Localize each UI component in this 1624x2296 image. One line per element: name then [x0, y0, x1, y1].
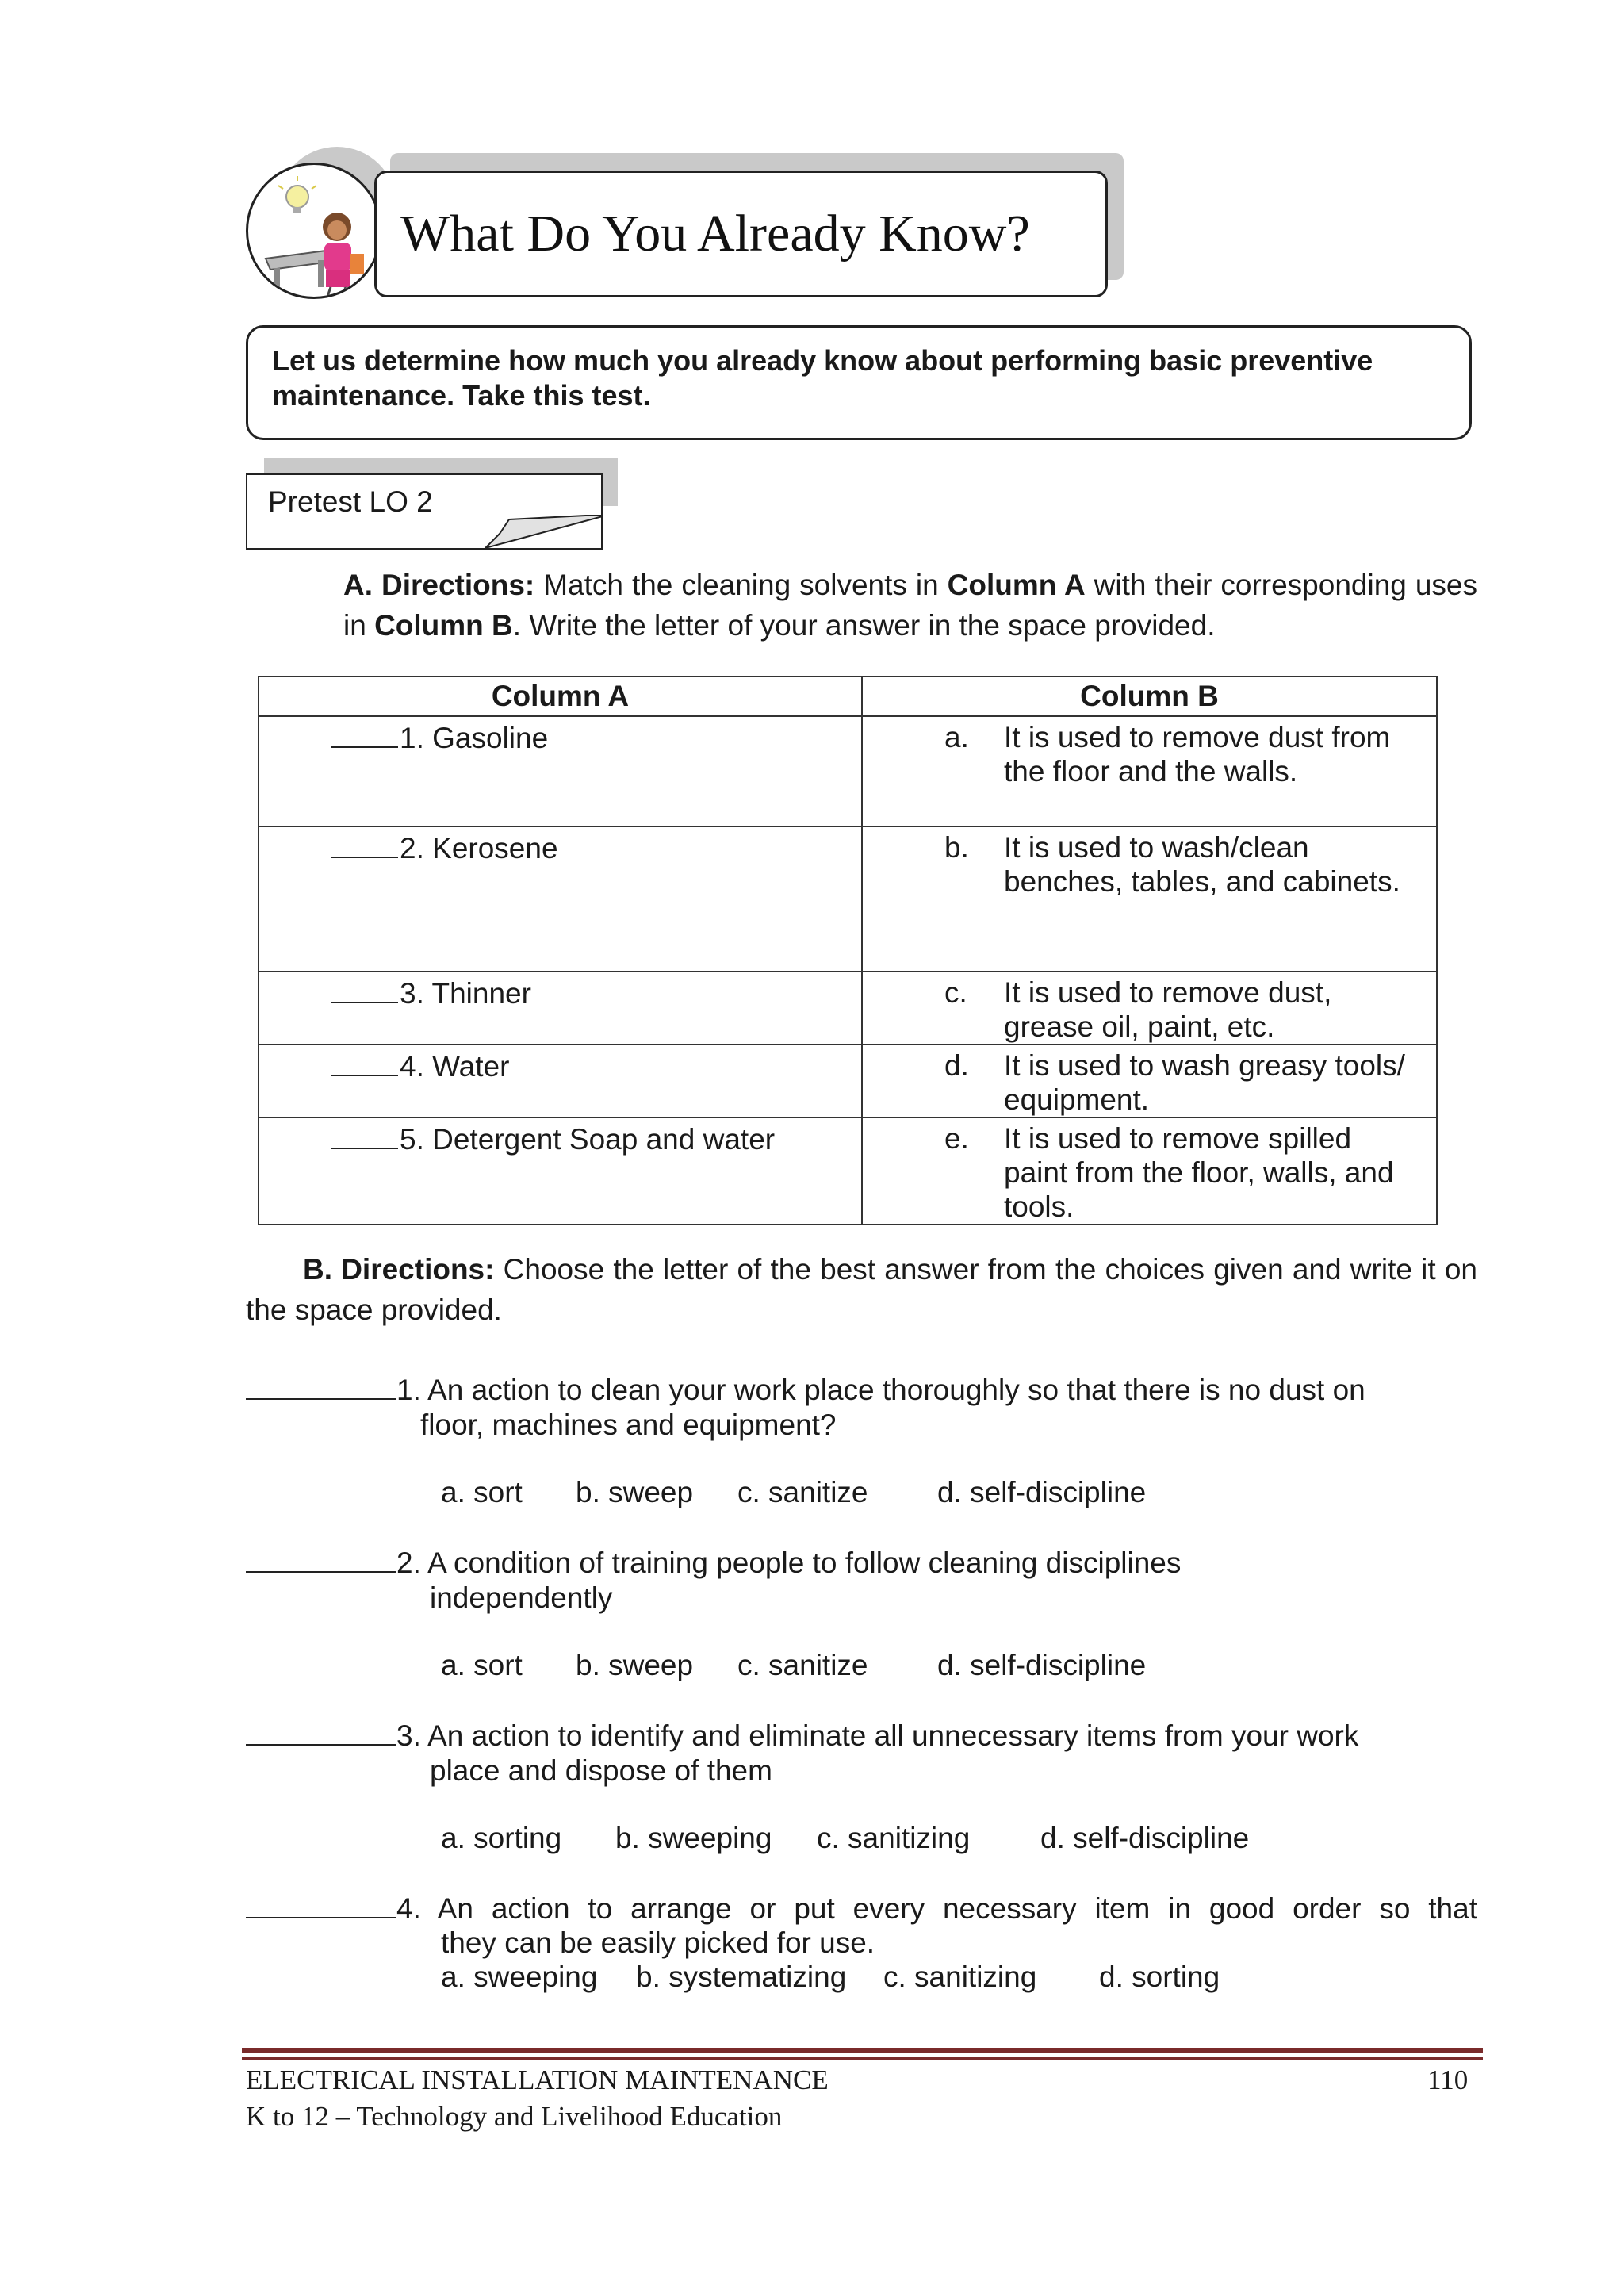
answer-blank[interactable]: [246, 1891, 396, 1918]
column-b-item: It is used to remove dust from the floor and the walls.: [1004, 721, 1391, 788]
column-a-item: 4. Water: [400, 1050, 510, 1083]
answer-blank[interactable]: [331, 1048, 398, 1076]
choice: d. self-discipline: [937, 1476, 1147, 1508]
column-a-cell: [259, 1045, 862, 1117]
question-text-cont: floor, machines and equipment?: [420, 1409, 837, 1441]
choice: c. sanitize: [737, 1476, 868, 1508]
column-b-cell: [862, 826, 1437, 972]
answer-blank[interactable]: [331, 830, 398, 858]
column-b-item: It is used to remove spilled paint from the floor, walls, and tools.: [1004, 1122, 1394, 1223]
column-b-letter: b.: [944, 831, 969, 864]
question-text: 1. An action to clean your work place thoroughly so that there is no dust on: [396, 1374, 1365, 1406]
column-b-letter: e.: [944, 1122, 969, 1155]
choice: d. sorting: [1099, 1961, 1220, 1993]
intro-text: Let us determine how much you already know about performing basic preventive maintenance. Take this test.: [272, 344, 1373, 412]
column-b-cell: [862, 1117, 1437, 1225]
answer-blank[interactable]: [331, 720, 398, 748]
table-row: [259, 1045, 1437, 1117]
table-row: [259, 716, 1437, 826]
student-illustration-icon: [246, 163, 382, 299]
question-4-cont: [246, 1926, 1477, 1961]
directions-a-column-b: Column B: [374, 609, 513, 642]
question-text: 3. An action to identify and eliminate all unnecessary items from your work: [396, 1719, 1359, 1752]
directions-a-text: . Write the letter of your answer in the space provided.: [512, 609, 1216, 642]
question-text-cont: they can be easily picked for use.: [441, 1926, 875, 1959]
choices-4: [441, 1961, 1220, 1994]
pretest-label: Pretest LO 2: [268, 485, 433, 518]
answer-blank[interactable]: [331, 1121, 398, 1149]
question-text-cont: independently: [430, 1581, 613, 1614]
page-number: 110: [1427, 2064, 1469, 2095]
directions-b-text: Choose the letter of the best answer from the choices given and write it on the space provided.: [246, 1253, 1477, 1326]
footer-course: ELECTRICAL INSTALLATION MAINTENANCE: [246, 2064, 829, 2095]
column-b-header: Column B: [862, 677, 1437, 716]
choice: c. sanitizing: [817, 1822, 971, 1854]
footer-left: [246, 2062, 829, 2135]
choices-3: [441, 1822, 1249, 1855]
column-a-item: 2. Kerosene: [400, 832, 558, 864]
answer-blank[interactable]: [246, 1718, 396, 1746]
question-4: [246, 1891, 1477, 1926]
column-b-letter: c.: [944, 976, 967, 1009]
matching-table: [258, 676, 1438, 1225]
directions-b-label: B. Directions:: [303, 1253, 495, 1286]
column-b-letter: d.: [944, 1049, 969, 1082]
choice: a. sorting: [441, 1822, 562, 1854]
column-b-cell: [862, 1045, 1437, 1117]
directions-a-column-a: Column A: [947, 569, 1086, 601]
question-text: 2. A condition of training people to follow cleaning disciplines: [396, 1547, 1182, 1579]
column-a-cell: [259, 1117, 862, 1225]
choices-2: [441, 1649, 1146, 1682]
choice: d. self-discipline: [1040, 1822, 1250, 1854]
table-header-row: [259, 677, 1437, 716]
choice: d. self-discipline: [937, 1649, 1147, 1681]
banner-title-box: [374, 171, 1108, 297]
page-curl-icon: [485, 515, 604, 550]
choice: a. sweeping: [441, 1961, 598, 1993]
column-b-item: It is used to remove dust, grease oil, paint, etc.: [1004, 976, 1332, 1043]
column-b-cell: [862, 972, 1437, 1045]
question-1: [246, 1372, 1477, 1443]
answer-blank[interactable]: [246, 1545, 396, 1573]
choice: c. sanitizing: [883, 1961, 1037, 1993]
table-row: [259, 826, 1437, 972]
column-a-item: 1. Gasoline: [400, 722, 549, 754]
directions-b: [246, 1249, 1477, 1330]
footer-rule: [242, 2048, 1483, 2053]
column-a-cell: [259, 826, 862, 972]
column-a-item: 3. Thinner: [400, 977, 531, 1010]
intro-box: [246, 325, 1472, 440]
table-row: [259, 1117, 1437, 1225]
answer-blank[interactable]: [331, 976, 398, 1003]
choice: b. sweeping: [615, 1822, 772, 1854]
choice: a. sort: [441, 1476, 523, 1508]
choice: a. sort: [441, 1649, 523, 1681]
column-a-cell: [259, 972, 862, 1045]
directions-a: [343, 565, 1477, 646]
choice: b. sweep: [576, 1649, 694, 1681]
answer-blank[interactable]: [246, 1372, 396, 1400]
question-text-cont: place and dispose of them: [430, 1754, 772, 1787]
choice: b. sweep: [576, 1476, 694, 1508]
column-a-cell: [259, 716, 862, 826]
directions-a-label: A. Directions:: [343, 569, 535, 601]
column-a-header: Column A: [259, 677, 862, 716]
question-3: [246, 1718, 1477, 1788]
table-row: [259, 972, 1437, 1045]
question-text: 4. An action to arrange or put every necessary item in good order so that: [396, 1892, 1477, 1925]
column-b-letter: a.: [944, 721, 969, 753]
directions-a-text: Match the cleaning solvents in: [534, 569, 948, 601]
footer-rule: [242, 2057, 1483, 2060]
question-2: [246, 1545, 1477, 1616]
column-b-cell: [862, 716, 1437, 826]
column-b-item: It is used to wash greasy tools/ equipment.: [1004, 1049, 1405, 1116]
column-a-item: 5. Detergent Soap and water: [400, 1123, 776, 1156]
page-title: What Do You Already Know?: [400, 205, 1030, 263]
choice: c. sanitize: [737, 1649, 868, 1681]
footer-program: K to 12 – Technology and Livelihood Education: [246, 2101, 783, 2132]
column-b-item: It is used to wash/clean benches, tables, and cabinets.: [1004, 831, 1400, 898]
directions-a-text: with their corresponding uses in: [343, 569, 1477, 642]
choices-1: [441, 1476, 1146, 1509]
choice: b. systematizing: [636, 1961, 847, 1993]
